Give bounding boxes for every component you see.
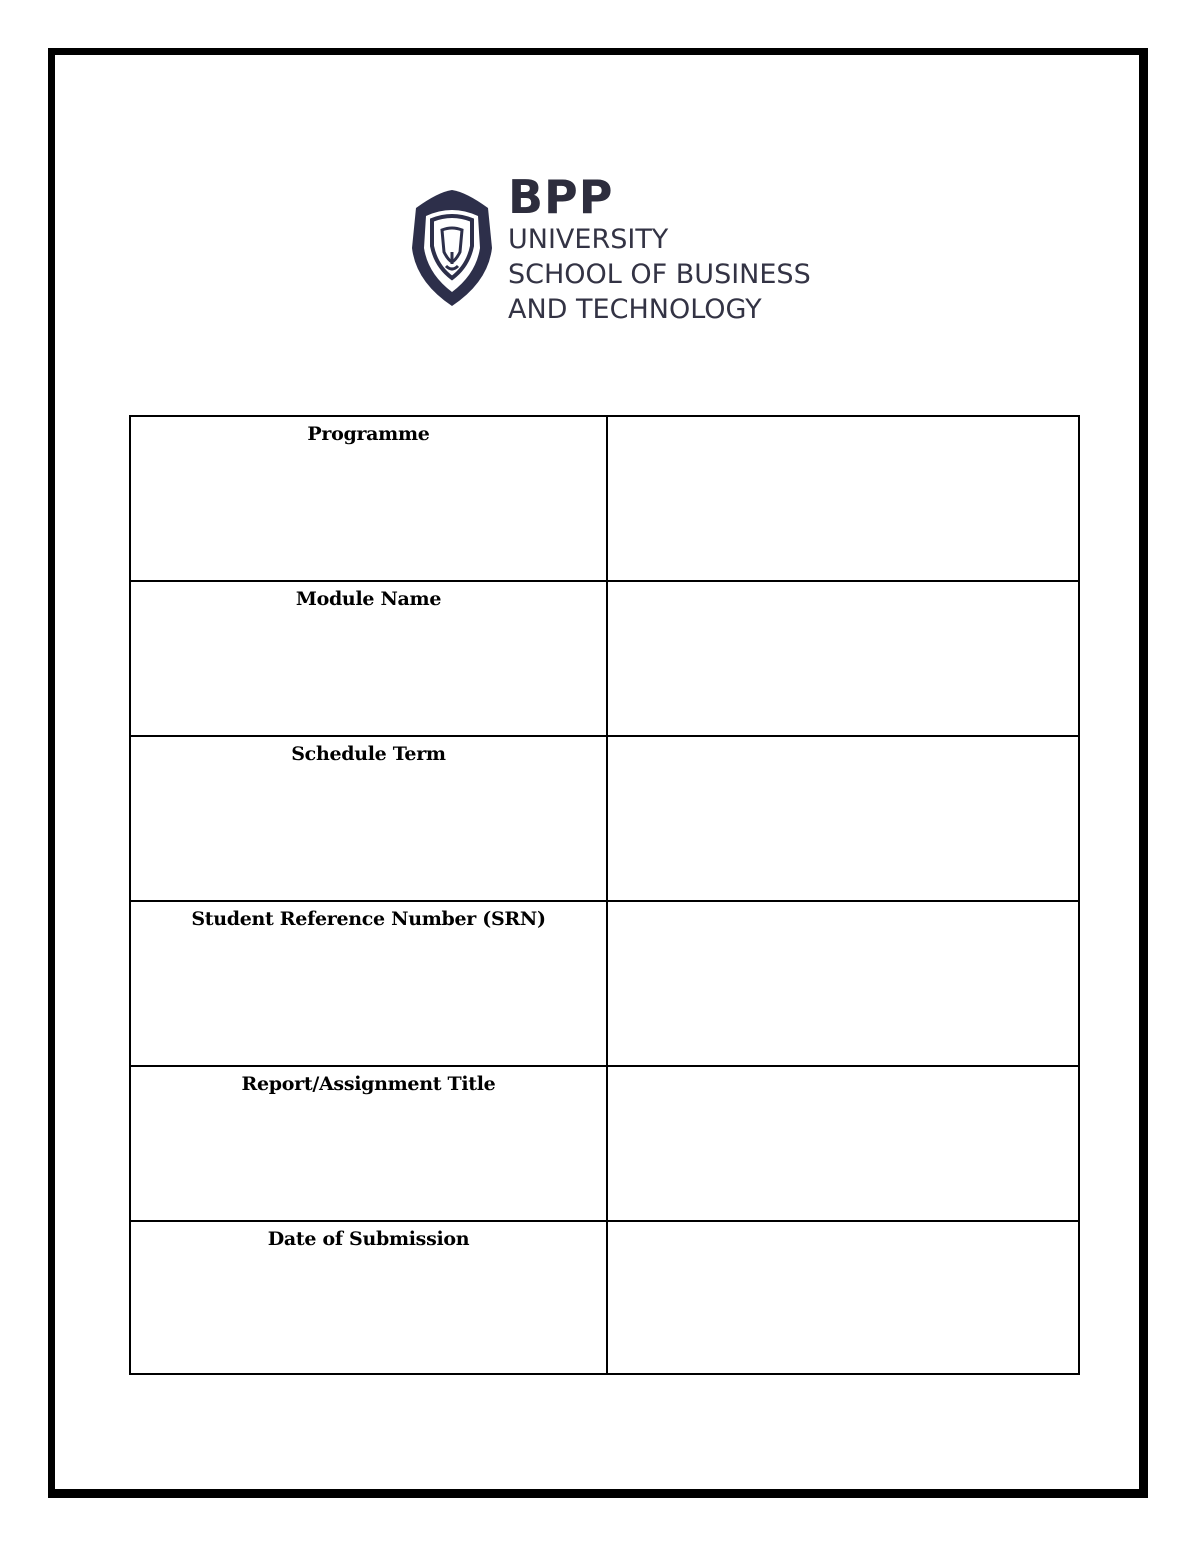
form-row-srn [130,901,1079,1066]
report-title-value-field[interactable] [607,1066,1079,1221]
form-label: Date of Submission [130,1221,607,1374]
form-row-schedule-term [130,736,1079,901]
logo-brand: BPP [508,170,614,224]
logo-line-3: AND TECHNOLOGY [508,294,762,325]
module-name-value-field[interactable] [607,581,1079,736]
form-label: Report/Assignment Title [130,1066,607,1221]
form-row-report-title [130,1066,1079,1221]
programme-value-field[interactable] [607,416,1079,581]
form-label: Schedule Term [130,736,607,901]
logo-line-1: UNIVERSITY [508,224,669,255]
form-label: Student Reference Number (SRN) [130,901,607,1066]
university-logo [408,170,811,332]
form-label: Programme [130,416,607,581]
logo-wordmark [508,172,811,327]
srn-value-field[interactable] [607,901,1079,1066]
lion-shield-icon [408,186,496,310]
form-row-date-of-submission [130,1221,1079,1374]
form-row-module-name [130,581,1079,736]
logo-line-2: SCHOOL OF BUSINESS [508,259,811,290]
form-label: Module Name [130,581,607,736]
schedule-term-value-field[interactable] [607,736,1079,901]
form-row-programme [130,416,1079,581]
cover-form-table [129,415,1080,1375]
date-of-submission-value-field[interactable] [607,1221,1079,1374]
